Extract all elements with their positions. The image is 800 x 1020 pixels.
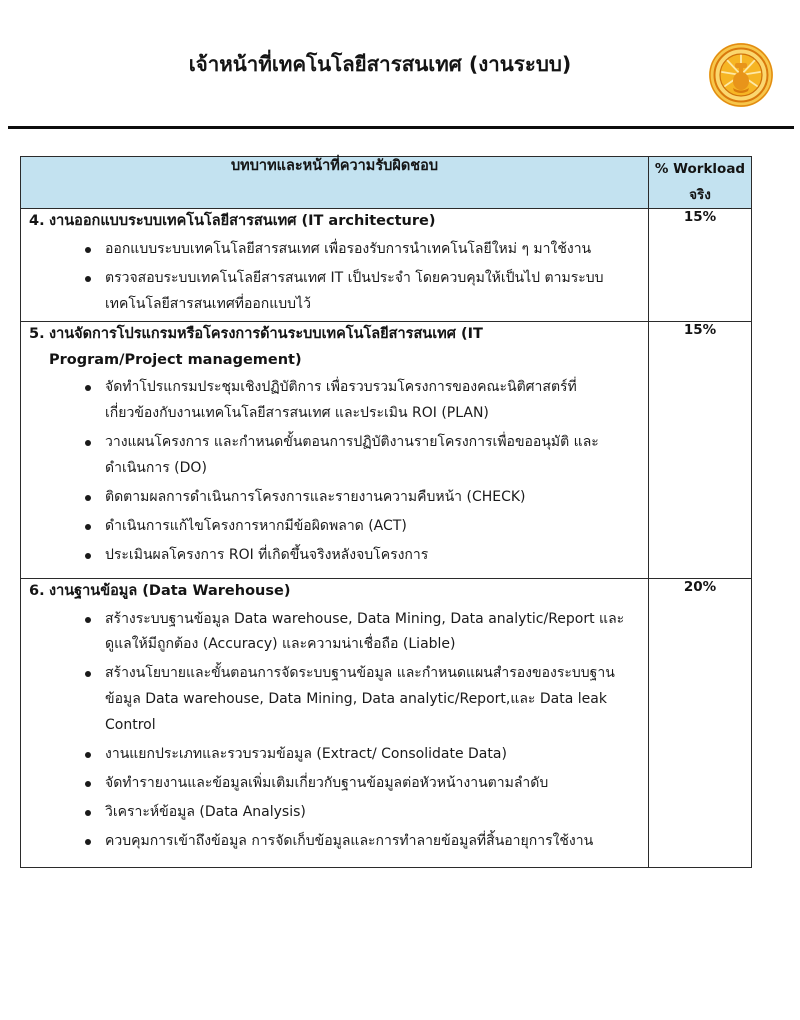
list-item: ประเมินผลโครงการ ROI ที่เกิดขึ้นจริงหลังจบโครงการ: [85, 543, 630, 569]
workload-cell: 20%: [649, 578, 752, 867]
table-body: [21, 209, 752, 867]
duty-list: [21, 607, 648, 855]
section-heading: [21, 209, 648, 235]
university-seal-icon: [707, 41, 775, 109]
duty-list: [21, 237, 648, 318]
page-title: เจ้าหน้าที่เทคโนโลยีสารสนเทศ (งานระบบ): [188, 52, 572, 76]
list-item: งานแยกประเภทและรวบรวมข้อมูล (Extract/ Consolidate Data): [85, 742, 630, 768]
page-header: [0, 0, 800, 128]
responsibilities-table: [20, 156, 752, 868]
list-item: ตรวจสอบระบบเทคโนโลยีสารสนเทศ IT เป็นประจำ โดยควบคุมให้เป็นไป ตามระบบเทคโนโลยีสารสนเทศที่ออกแบบไว้: [85, 266, 630, 318]
list-item: ควบคุมการเข้าถึงข้อมูล การจัดเก็บข้อมูลและการทำลายข้อมูลที่สิ้นอายุการใช้งาน: [85, 829, 630, 855]
table-row: [21, 321, 752, 578]
duty-cell: [21, 578, 649, 867]
table-header-row: [21, 157, 752, 209]
column-header-workload-line1: % Workload: [654, 161, 746, 177]
workload-cell: 15%: [649, 209, 752, 321]
section-title: งานฐานข้อมูล (Data Warehouse): [49, 582, 291, 599]
list-item: ติดตามผลการดำเนินการโครงการและรายงานความคืบหน้า (CHECK): [85, 485, 630, 511]
header-divider: [8, 126, 794, 129]
list-item: จัดทำโปรแกรมประชุมเชิงปฏิบัติการ เพื่อรวบรวมโครงการของคณะนิติศาสตร์ที่เกี่ยวข้องกับงานเทคโนโลยีสารสนเทศ และประเมิน ROI (PLAN): [85, 375, 630, 427]
column-header-duty: บทบาทและหน้าที่ความรับผิดชอบ: [21, 157, 649, 209]
section-heading: [21, 579, 648, 605]
list-item: วิเคราะห์ข้อมูล (Data Analysis): [85, 800, 630, 826]
section-number: 5.: [29, 325, 45, 342]
duty-cell: [21, 321, 649, 578]
section-heading: [21, 322, 648, 374]
column-header-workload-line2: จริง: [689, 186, 711, 203]
workload-cell: 15%: [649, 321, 752, 578]
list-item: สร้างระบบฐานข้อมูล Data warehouse, Data Mining, Data analytic/Report และดูแลให้มีถูกต้อง (Accuracy) และความน่าเชื่อถือ (Liable): [85, 607, 630, 659]
section-title: งานจัดการโปรแกรมหรือโครงการด้านระบบเทคโนโลยีสารสนเทศ (IT Program/Project management): [49, 325, 483, 368]
duty-list: [21, 375, 648, 568]
table-row: [21, 209, 752, 321]
list-item: วางแผนโครงการ และกำหนดขั้นตอนการปฏิบัติงานรายโครงการเพื่อขออนุมัติ และดำเนินการ (DO): [85, 430, 630, 482]
column-header-workload: [649, 157, 752, 209]
duty-cell: [21, 209, 649, 321]
section-title: งานออกแบบระบบเทคโนโลยีสารสนเทศ (IT architecture): [49, 213, 436, 230]
list-item: ดำเนินการแก้ไขโครงการหากมีข้อผิดพลาด (ACT): [85, 514, 630, 540]
table-row: [21, 578, 752, 867]
section-number: 6.: [29, 582, 45, 599]
list-item: สร้างนโยบายและขั้นตอนการจัดระบบฐานข้อมูล และกำหนดแผนสำรองของระบบฐานข้อมูล Data warehouse, Data Mining, Data analytic/Report,และ Data leak Control: [85, 661, 630, 739]
list-item: ออกแบบระบบเทคโนโลยีสารสนเทศ เพื่อรองรับการนำเทคโนโลยีใหม่ ๆ มาใช้งาน: [85, 237, 630, 263]
list-item: จัดทำรายงานและข้อมูลเพิ่มเติมเกี่ยวกับฐานข้อมูลต่อหัวหน้างานตามลำดับ: [85, 771, 630, 797]
section-number: 4.: [29, 213, 45, 230]
